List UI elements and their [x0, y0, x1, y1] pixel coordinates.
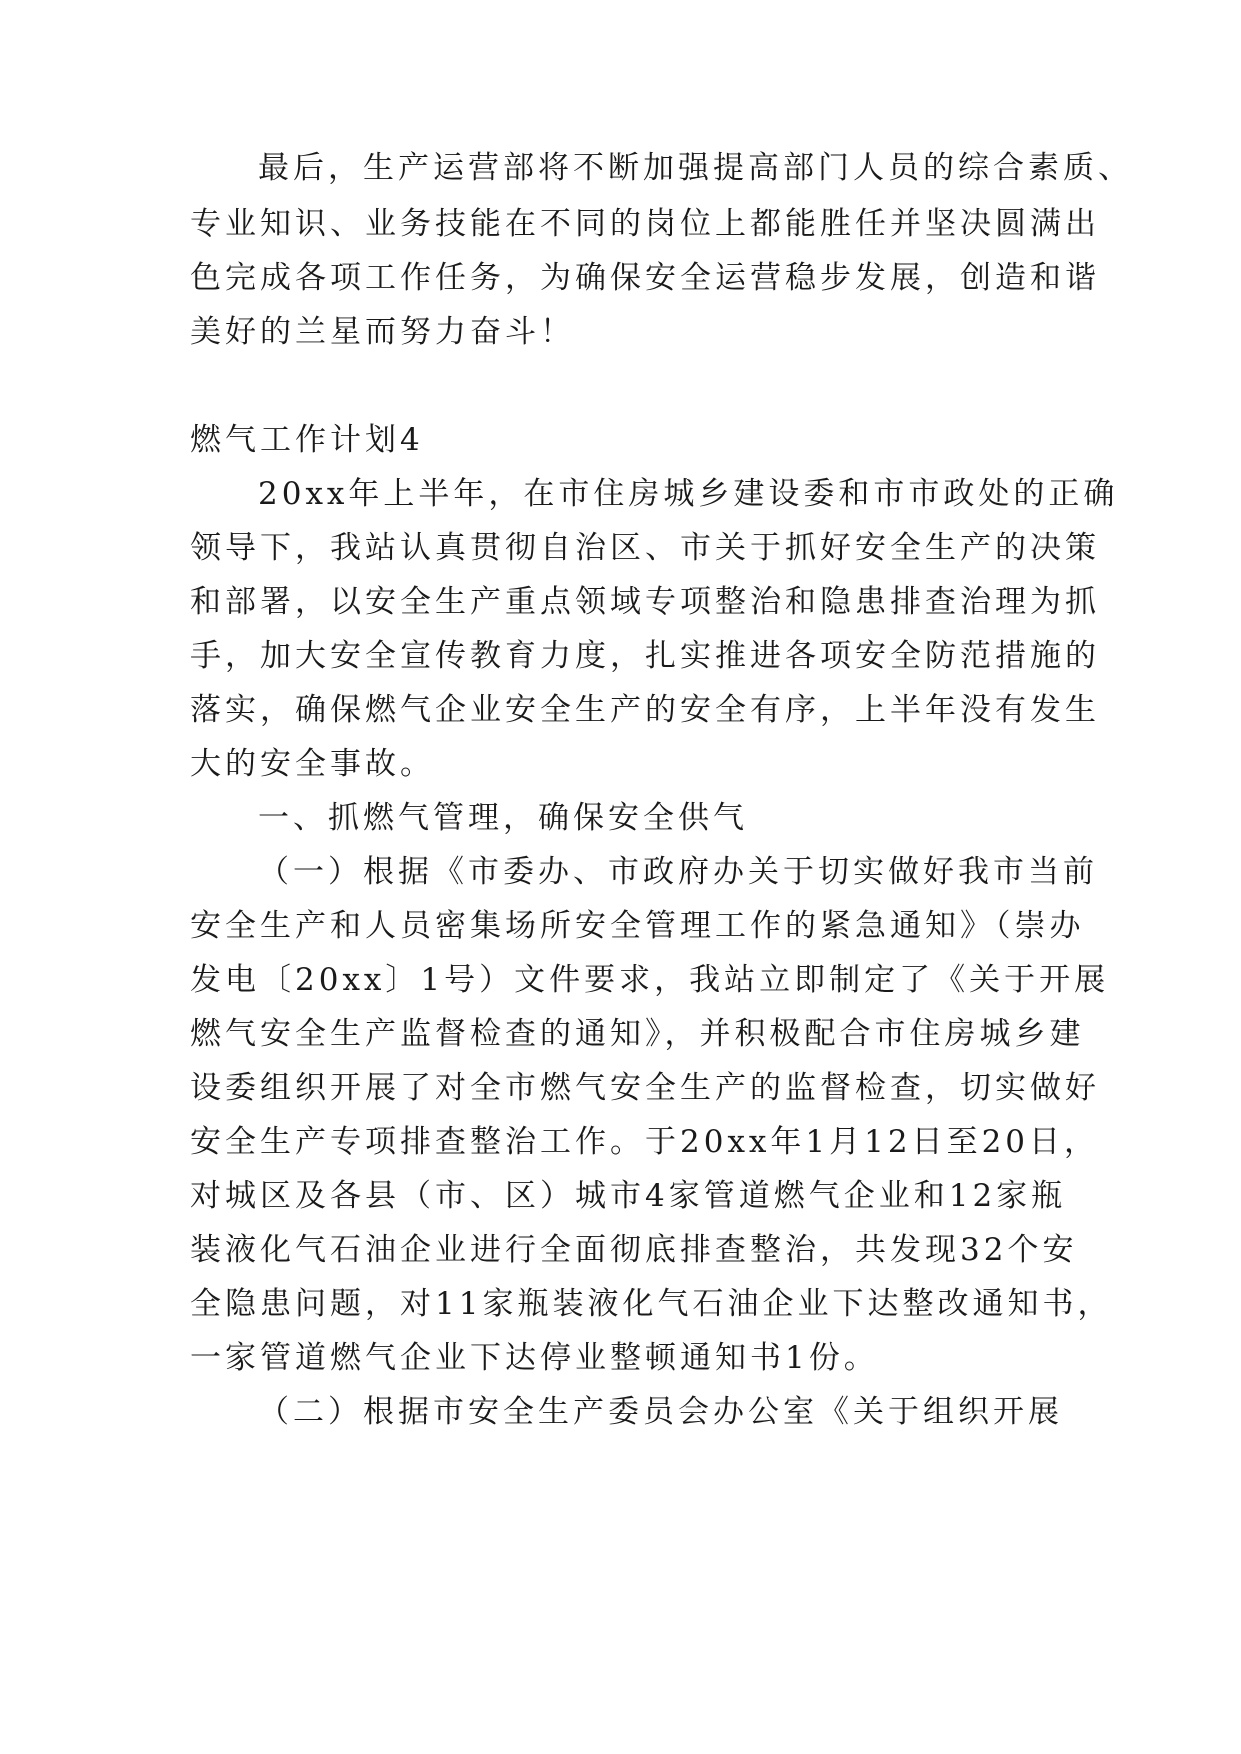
intro-paragraph-line: 大的安全事故。	[190, 746, 435, 782]
heading-1: 一、抓燃气管理，确保安全供气	[258, 800, 748, 836]
item-1-paragraph-line: 全隐患问题，对11家瓶装液化气石油企业下达整改通知书，	[190, 1286, 1113, 1322]
closing-paragraph-line: 专业知识、业务技能在不同的岗位上都能胜任并坚决圆满出	[190, 206, 1100, 242]
intro-paragraph-line: 和部署，以安全生产重点领域专项整治和隐患排查治理为抓	[190, 584, 1100, 620]
intro-paragraph-line: 20xx年上半年，在市住房城乡建设委和市市政处的正确	[258, 476, 1119, 512]
item-1-paragraph-line: 安全生产和人员密集场所安全管理工作的紧急通知》（崇办	[190, 908, 1085, 944]
intro-paragraph-line: 领导下，我站认真贯彻自治区、市关于抓好安全生产的决策	[190, 530, 1100, 566]
item-1-paragraph-line: 一家管道燃气企业下达停业整顿通知书1份。	[190, 1340, 879, 1376]
intro-paragraph-line: 落实，确保燃气企业安全生产的安全有序，上半年没有发生	[190, 692, 1100, 728]
item-1-paragraph-line: 发电〔20xx〕1号）文件要求，我站立即制定了《关于开展	[190, 962, 1110, 998]
item-1-paragraph-line: 装液化气石油企业进行全面彻底排查整治，共发现32个安	[190, 1232, 1078, 1268]
item-1-paragraph-line: 设委组织开展了对全市燃气安全生产的监督检查，切实做好	[190, 1070, 1100, 1106]
item-2-paragraph-line: （二）根据市安全生产委员会办公室《关于组织开展	[258, 1394, 1063, 1430]
closing-paragraph-line: 最后，生产运营部将不断加强提高部门人员的综合素质、	[258, 150, 1133, 186]
intro-paragraph-line: 手，加大安全宣传教育力度，扎实推进各项安全防范措施的	[190, 638, 1100, 674]
closing-paragraph-line: 色完成各项工作任务，为确保安全运营稳步发展，创造和谐	[190, 260, 1100, 296]
item-1-paragraph-line: 安全生产专项排查整治工作。于20xx年1月12日至20日，	[190, 1124, 1100, 1160]
item-1-paragraph-line: 对城区及各县（市、区）城市4家管道燃气企业和12家瓶	[190, 1178, 1067, 1214]
item-1-paragraph-line: 燃气安全生产监督检查的通知》，并积极配合市住房城乡建	[190, 1016, 1085, 1052]
item-1-paragraph-line: （一）根据《市委办、市政府办关于切实做好我市当前	[258, 854, 1098, 890]
section-title: 燃气工作计划4	[190, 422, 424, 458]
closing-paragraph-line: 美好的兰星而努力奋斗！	[190, 314, 575, 350]
